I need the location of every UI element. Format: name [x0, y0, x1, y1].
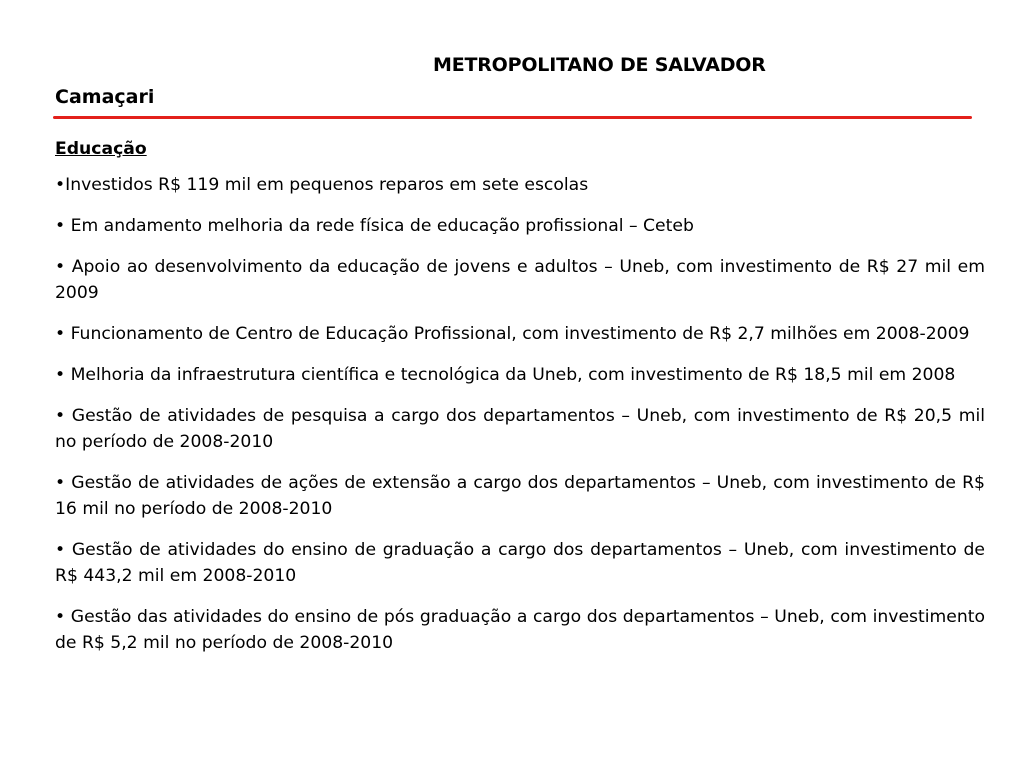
- bullet-item-youth-adults: • Apoio ao desenvolvimento da educação de jovens e adultos – Uneb, com investimento de R$ 27 mil em 2009: [55, 257, 985, 303]
- bullet-item-postgraduation: • Gestão das atividades do ensino de pós graduação a cargo dos departamentos – Uneb, com investimento de R$ 5,2 mil no período de 2008-2010: [55, 607, 985, 653]
- bullet-item-extension: • Gestão de atividades de ações de extensão a cargo dos departamentos – Uneb, com investimento de R$ 16 mil no período de 2008-2010: [55, 473, 985, 519]
- header-divider: [53, 116, 972, 119]
- education-section: [55, 136, 985, 671]
- bullet-item-school-repairs: •Investidos R$ 119 mil em pequenos reparos em sete escolas: [55, 175, 589, 195]
- city-title: Camaçari: [55, 86, 155, 108]
- bullet-item-professional-center: • Funcionamento de Centro de Educação Profissional, com investimento de R$ 2,7 milhões em 2008-2009: [55, 324, 970, 344]
- region-title: METROPOLITANO DE SALVADOR: [433, 54, 766, 76]
- bullet-item-graduation: • Gestão de atividades do ensino de graduação a cargo dos departamentos – Uneb, com investimento de R$ 443,2 mil em 2008-2010: [55, 540, 985, 586]
- bullet-item-infrastructure: • Melhoria da infraestrutura científica e tecnológica da Uneb, com investimento de R$ 18,5 mil em 2008: [55, 365, 956, 385]
- bullet-item-research: • Gestão de atividades de pesquisa a cargo dos departamentos – Uneb, com investimento de R$ 20,5 mil no período de 2008-2010: [55, 406, 985, 452]
- section-heading: Educação: [55, 139, 147, 159]
- bullet-item-ceteb: • Em andamento melhoria da rede física de educação profissional – Ceteb: [55, 216, 694, 236]
- bullet-list: [55, 172, 985, 656]
